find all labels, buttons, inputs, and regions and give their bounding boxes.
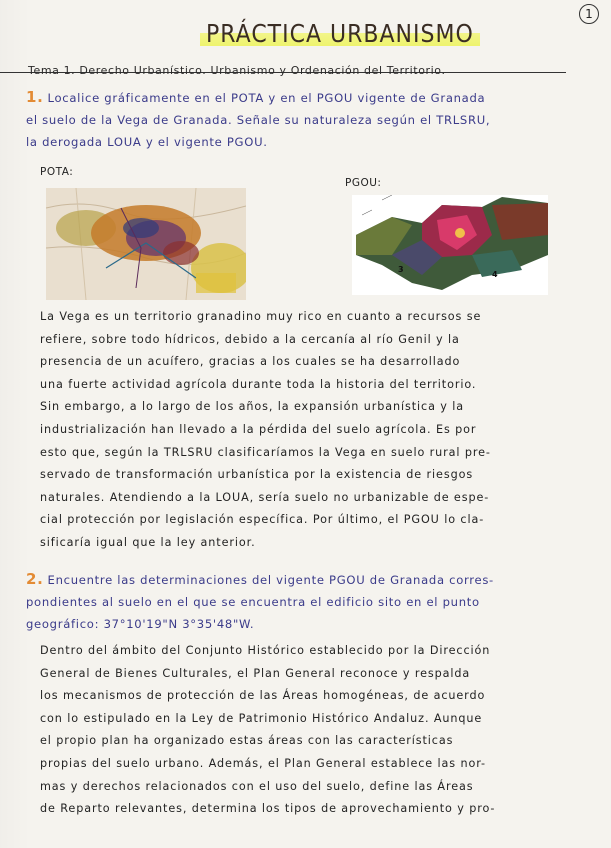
answer-2-line: mas y derechos relacionados con el uso del suelo, define las Áreas — [40, 779, 474, 793]
pgou-marker-4: 4 — [492, 270, 499, 279]
page-number: 1 — [579, 4, 599, 24]
page-title: PRÁCTICA URBANISMO — [200, 20, 480, 49]
pgou-map-drawing — [352, 195, 548, 295]
pota-map-image — [46, 188, 246, 300]
answer-1-line: industrialización han llevado a la pérdida del suelo agrícola. Es por — [40, 422, 477, 436]
answer-1-line: refiere, sobre todo hídricos, debido a la cercanía al río Genil y la — [40, 332, 460, 346]
question-2-line: pondientes al suelo en el que se encuentra el edificio sito en el punto — [26, 595, 480, 609]
question-2-line: Encuentre las determinaciones del vigente PGOU de Granada corres- — [47, 573, 494, 587]
question-1-line: el suelo de la Vega de Granada. Señale su naturaleza según el TRLSRU, — [26, 113, 491, 127]
pota-label: POTA: — [40, 166, 74, 178]
answer-1-line: naturales. Atendiendo a la LOUA, sería suelo no urbanizable de espe- — [40, 490, 490, 504]
question-1-number: 1. — [26, 88, 44, 106]
answer-1-line: cial protección por legislación específica. Por último, el PGOU lo cla- — [40, 513, 485, 527]
question-2-line: geográfico: 37°10'19"N 3°35'48"W. — [26, 617, 255, 631]
question-2-number: 2. — [26, 570, 44, 588]
pgou-label: PGOU: — [345, 177, 382, 189]
question-1-line: Localice gráficamente en el POTA y en el PGOU vigente de Granada — [47, 91, 486, 105]
answer-2-line: los mecanismos de protección de las Áreas homogéneas, de acuerdo — [40, 689, 486, 703]
pgou-marker-3: 3 — [398, 265, 405, 274]
answer-2-line: el propio plan ha organizado estas áreas con las características — [40, 734, 454, 748]
answer-1-line: esto que, según la TRLSRU clasificaríamos la Vega en suelo rural pre- — [40, 445, 491, 459]
answer-1-line: una fuerte actividad agrícola durante toda la historia del territorio. — [40, 377, 477, 391]
pgou-map-image — [352, 195, 548, 295]
answer-1 — [40, 306, 585, 555]
answer-2-line: con lo estipulado en la Ley de Patrimonio Histórico Andaluz. Aunque — [40, 711, 483, 725]
answer-2-line: propias del suelo urbano. Además, el Plan General establece las nor- — [40, 756, 486, 770]
pota-map-drawing — [46, 188, 246, 300]
answer-1-line: sificaría igual que la ley anterior. — [40, 535, 256, 549]
answer-2-line: General de Bienes Culturales, el Plan General reconoce y respalda — [40, 666, 471, 680]
answer-2-line: Dentro del ámbito del Conjunto Histórico establecido por la Dirección — [40, 644, 491, 657]
answer-1-line: presencia de un acuífero, gracias a los cuales se ha desarrollado — [40, 355, 461, 369]
topic-heading: Tema 1. Derecho Urbanístico. Urbanismo y Ordenación del Territorio. — [28, 64, 446, 77]
question-1-line: la derogada LOUA y el vigente PGOU. — [26, 135, 268, 149]
question-2 — [26, 568, 494, 635]
answer-2-line: de Reparto relevantes, determina los tipos de aprovechamiento y pro- — [40, 802, 496, 816]
question-1 — [26, 86, 490, 153]
answer-1-line: servado de transformación urbanística por la existencia de riesgos — [40, 468, 474, 482]
answer-1-line: La Vega es un territorio granadino muy rico en cuanto a recursos se — [40, 310, 482, 323]
answer-2 — [40, 640, 585, 821]
answer-1-line: Sin embargo, a lo largo de los años, la expansión urbanística y la — [40, 400, 465, 414]
